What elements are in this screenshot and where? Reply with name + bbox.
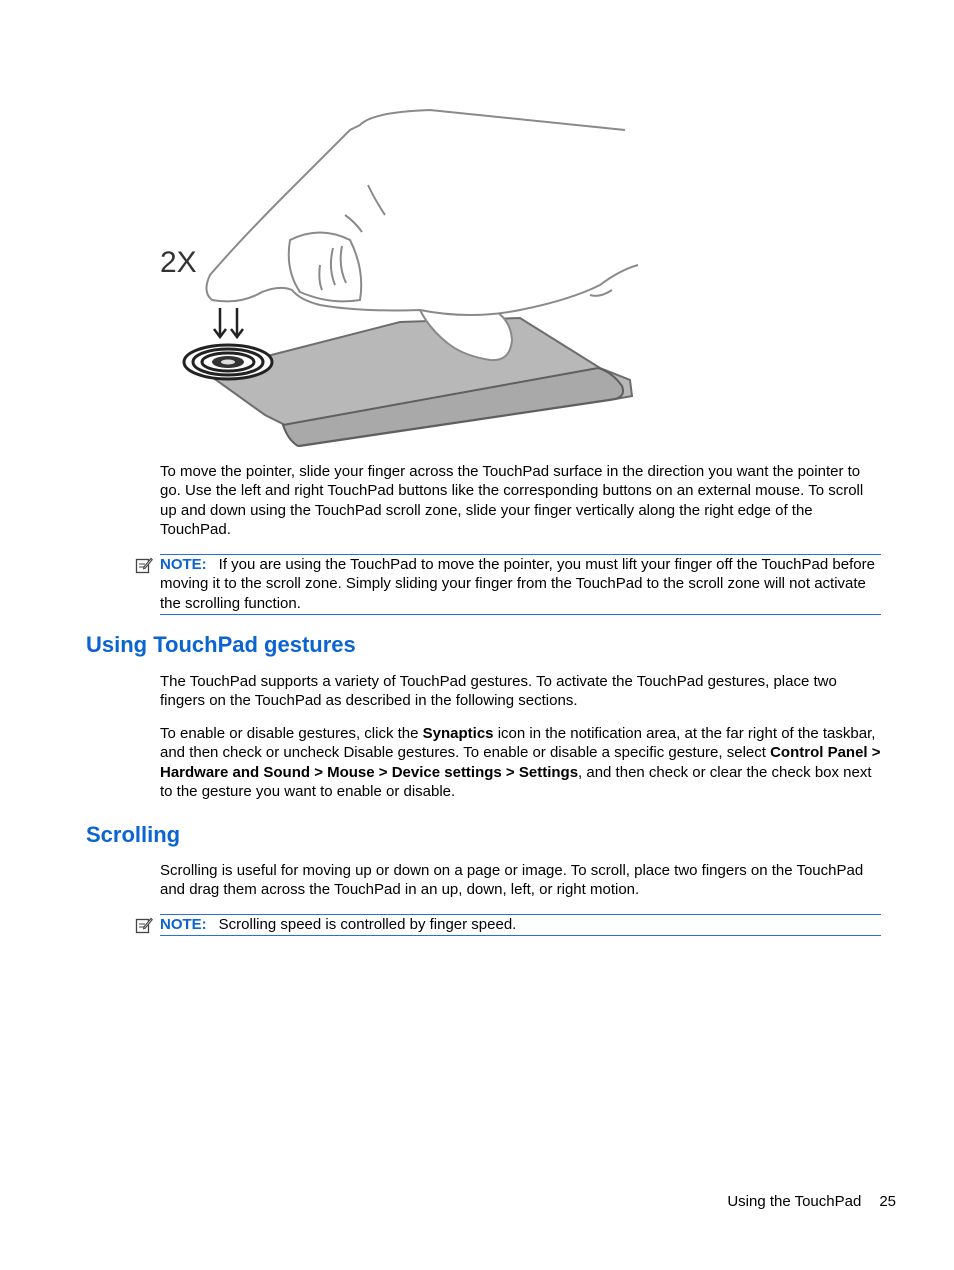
note-text: If you are using the TouchPad to move the pointer, you must lift your finger off the TouchPad before moving it to the scroll zone. Simply sliding your finger from the TouchPad to the scroll zone will not activate the scrolling function.	[160, 556, 875, 612]
gestures-paragraph-1: The TouchPad supports a variety of TouchPad gestures. To activate the TouchPad gestures, place two fingers on the TouchPad as described in the following sections.	[160, 673, 837, 710]
section-heading-gestures: Using TouchPad gestures	[86, 632, 356, 657]
gestures-p2-post: , and then check or clear the check box next to the gesture you want to enable or disable.	[160, 763, 872, 801]
note-icon	[135, 916, 153, 934]
tap-arrows-icon	[214, 308, 243, 337]
gestures-p2-pre: To enable or disable gestures, click the	[160, 725, 423, 742]
footer-section-title: Using the TouchPad	[727, 1193, 862, 1210]
page-footer	[727, 1192, 896, 1212]
synaptics-term: Synaptics	[422, 725, 494, 742]
page-number: 25	[879, 1193, 896, 1210]
scrolling-paragraph: Scrolling is useful for moving up or down on a page or image. To scroll, place two fingers on the TouchPad and drag them across the TouchPad in an up, down, left, or right motion.	[160, 862, 864, 899]
double-tap-label: 2X	[160, 246, 197, 279]
control-panel-path: Control Panel > Hardware and Sound > Mouse > Device settings > Settings	[160, 744, 881, 781]
note-text: Scrolling speed is controlled by finger speed.	[218, 916, 517, 933]
intro-paragraph: To move the pointer, slide your finger across the TouchPad surface in the direction you want the pointer to go. Use the left and right TouchPad buttons like the corresponding buttons on an external mouse. To scroll up and down using the TouchPad scroll zone, slide your finger vertically along the right edge of the TouchPad.	[160, 463, 864, 539]
section-heading-scrolling: Scrolling	[86, 822, 181, 847]
note-icon	[135, 556, 153, 574]
note-label: NOTE:	[160, 916, 207, 933]
note-box-pointer	[160, 554, 881, 615]
gestures-p2-mid: icon in the notification area, at the far right of the taskbar, and then check or uncheck Disable gestures. To enable or disable a specific gesture, select	[160, 725, 876, 762]
note-box-scrolling	[160, 914, 881, 936]
gestures-paragraph-2	[160, 724, 882, 802]
touchpad-tap-illustration	[150, 95, 650, 455]
note-label: NOTE:	[160, 556, 207, 573]
tap-ripple-icon	[184, 345, 272, 379]
